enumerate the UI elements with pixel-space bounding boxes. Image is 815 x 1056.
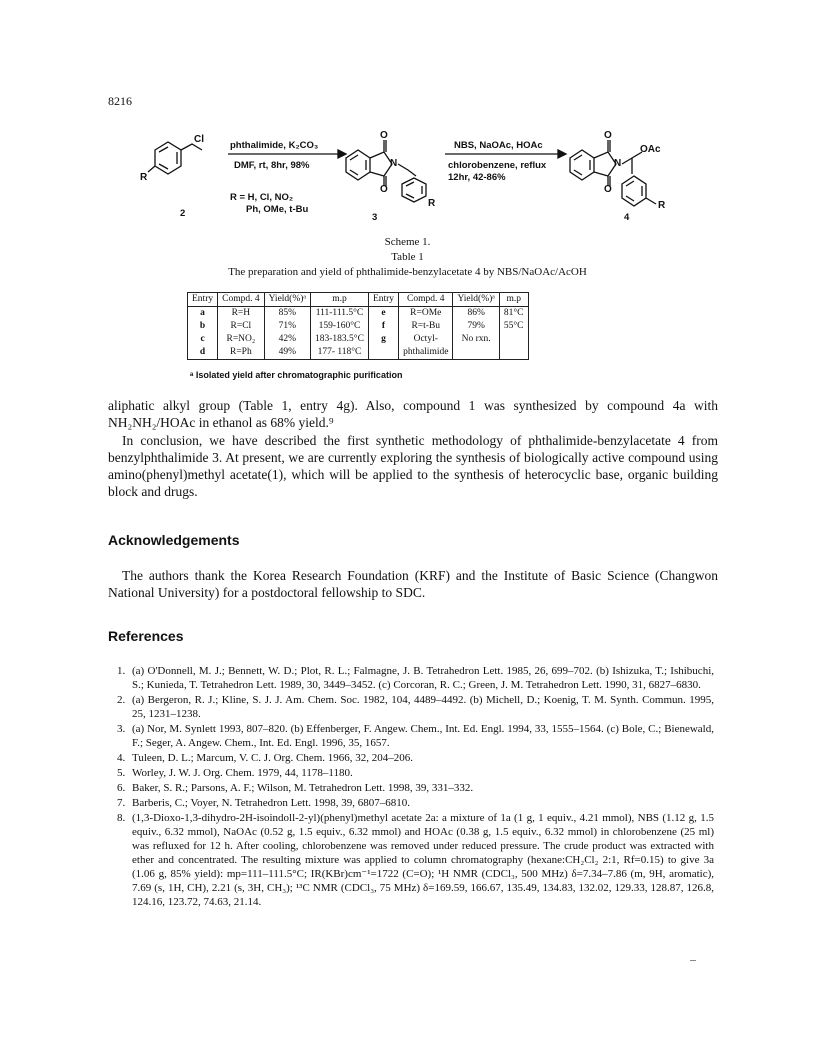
reference-item (108, 796, 714, 810)
compound-label-2: 2 (180, 208, 186, 219)
reference-text: (a) Nor, M. Synlett 1993, 807–820. (b) Effenberger, F. Angew. Chem., Int. Ed. Engl. 1994, 33, 1555–1564. (c) Bole, C.; Bienewald, F.; Seger, A. Angew. Chem., Int. Ed. Engl. 1996, 35, 1657. (132, 723, 714, 749)
compound-label-4: 4 (624, 212, 630, 223)
table-row (188, 346, 529, 360)
reference-number: 7. (117, 797, 126, 809)
table-label: Table 1 (391, 251, 424, 263)
atom-n-4: N (614, 158, 622, 169)
reference-item (108, 811, 714, 909)
page-number: 8216 (108, 94, 132, 108)
table-cell (499, 346, 528, 360)
col-header: Compd. 4 (399, 293, 453, 307)
reference-number: 8. (117, 812, 126, 824)
acknowledgements-text: The authors thank the Korea Research Foundation (KRF) and the Institute of Basic Science (Changwon National University) for a postdoctoral fellowship to SDC. (108, 568, 718, 600)
atom-oac: OAc (640, 144, 661, 155)
table-cell: 85% (264, 307, 310, 321)
table-cell: 71% (264, 320, 310, 333)
atom-o-3-top: O (380, 130, 388, 141)
reference-item (108, 766, 714, 780)
col-header: m.p (499, 293, 528, 307)
r-groups-line-1: R = H, Cl, NO₂ (230, 192, 294, 203)
table-header-row (188, 293, 529, 307)
table-cell: b (188, 320, 218, 333)
reference-number: 1. (117, 665, 126, 677)
table-cell: R=t-Bu (399, 320, 453, 333)
compound-label-3: 3 (372, 212, 378, 223)
table-cell: R=Ph (218, 346, 264, 360)
reference-text: (a) O'Donnell, M. J.; Bennett, W. D.; Plot, R. L.; Falmagne, J. B. Tetrahedron Lett. 1985, 26, 699–702. (b) Ishizuka, T.; Ishibuchi, S.; Kunieda, T. Tetrahedron Lett. 1989, 30, 3449–3452. (c) Corcoran, R. C.; Green, J. M. Tetrahedron Lett. 1990, 31, 6827–6830. (132, 665, 714, 691)
conditions-step-1: DMF, rt, 8hr, 98% (234, 160, 310, 171)
reference-text: Baker, S. R.; Parsons, A. F.; Wilson, M. Tetrahedron Lett. 1998, 39, 331–332. (132, 782, 474, 794)
col-header: Yield(%)ᵃ (264, 293, 310, 307)
table-cell: 55°C (499, 320, 528, 333)
reaction-scheme (140, 128, 700, 228)
paragraph-continuation: aliphatic alkyl group (Table 1, entry 4g). Also, compound 1 was synthesized by compound 4a with NH₂NH₂/HOAc in ethanol as 68% yield.⁹ (108, 398, 718, 430)
table-cell: 79% (453, 320, 499, 333)
table-title: The preparation and yield of phthalimide-benzylacetate 4 by NBS/NaOAc/AcOH (228, 266, 587, 278)
table-cell: 86% (453, 307, 499, 321)
reference-number: 2. (117, 694, 126, 706)
reference-number: 3. (117, 723, 126, 735)
references-list (108, 664, 714, 910)
col-header: Entry (368, 293, 398, 307)
table-row (188, 307, 529, 321)
reagents-step-1: phthalimide, K₂CO₃ (230, 140, 319, 151)
reference-item (108, 722, 714, 750)
reference-number: 4. (117, 752, 126, 764)
table-cell: R=Cl (218, 320, 264, 333)
col-header: m.p (311, 293, 369, 307)
reference-item (108, 751, 714, 765)
reference-number: 5. (117, 767, 126, 779)
acknowledgements-heading: Acknowledgements (108, 532, 240, 548)
references-heading: References (108, 628, 184, 644)
col-header: Yield(%)ᵃ (453, 293, 499, 307)
conclusion-paragraph: In conclusion, we have described the first synthetic methodology of phthalimide-benzylacetate 4 from benzylphthalimide 3. At present, we are currently exploring the synthesis of biologically active compound using amino(phenyl)methyl acetate(1), which will be applied to the synthesis of heterocyclic base, organic building block and drugs. (108, 433, 718, 499)
col-header: Entry (188, 293, 218, 307)
table-row (188, 320, 529, 333)
table-cell (499, 333, 528, 346)
table-cell: No rxn. (453, 333, 499, 346)
page-mark (690, 960, 696, 961)
conditions-step-2a: chlorobenzene, reflux (448, 160, 547, 171)
reference-item (108, 781, 714, 795)
table-cell: 177- 118°C (311, 346, 369, 360)
atom-o-4-bottom: O (604, 184, 612, 195)
reference-item (108, 664, 714, 692)
atom-n-3: N (390, 158, 398, 169)
results-table (187, 292, 529, 360)
table-cell (453, 346, 499, 360)
table-cell: 111-111.5°C (311, 307, 369, 321)
reference-number: 6. (117, 782, 126, 794)
table-cell: 42% (264, 333, 310, 346)
atom-r-4: R (658, 200, 666, 211)
reagents-step-2: NBS, NaOAc, HOAc (454, 140, 543, 151)
table-cell: R=OMe (399, 307, 453, 321)
table-cell: 183-183.5°C (311, 333, 369, 346)
table-cell: g (368, 333, 398, 346)
table-cell: R=NO₂ (218, 333, 264, 346)
reference-text: (a) Bergeron, R. J.; Kline, S. J. J. Am. Chem. Soc. 1982, 104, 4489–4492. (b) Michell, D.; Koenig, T. M. Synth. Commun. 1995, 25, 1231–1238. (132, 694, 714, 720)
r-groups-line-2: Ph, OMe, t-Bu (246, 204, 309, 215)
table-cell (368, 346, 398, 360)
table-cell: f (368, 320, 398, 333)
table-cell: R=H (218, 307, 264, 321)
atom-cl: Cl (194, 134, 204, 145)
reference-text: (1,3-Dioxo-1,3-dihydro-2H-isoindoll-2-yl)(phenyl)methyl acetate 2a: a mixture of 1a (1 g, 1 equiv., 4.21 mmol), NBS (1.12 g, 1.5 equiv., 6.32 mmol), NaOAc (0.52 g, 1.5 equiv., 6.32 mmol) and HOAc (0.38 g, 1.5 equiv., 6.32 mmol) in chlorobenzene (25 ml) was refluxed for 12 h. After cooling, chlorobenzene was removed under reduced pressure. The crude product was extracted with ether and concentrated. The resulting mixture was applied to column chromatography (hexane:CH₂Cl₂ 2:1, Rf=0.15) to give 3a (1.06 g, 85% yield): mp=111–111.5°C; IR(KBr)cm⁻¹=1722 (C=O); ¹H NMR (CDCl₃, 500 MHz) δ=7.34–7.86 (m, 9H, aromatic), 7.69 (s, 1H, CH), 2.21 (s, 3H, CH₃); ¹³C NMR (CDCl₃, 75 MHz) δ=169.59, 166.67, 135.49, 134.83, 132.02, 129.33, 128.87, 126.8, 124.16, 123.72, 74.63, 21.14. (132, 812, 714, 908)
reference-text: Barberis, C.; Voyer, N. Tetrahedron Lett. 1998, 39, 6807–6810. (132, 797, 411, 809)
scheme-caption: Scheme 1. (384, 236, 431, 248)
scheme-structures (140, 128, 700, 228)
table-cell: d (188, 346, 218, 360)
conditions-step-2b: 12hr, 42-86% (448, 172, 506, 183)
table-row (188, 333, 529, 346)
table-footnote: ᵃ Isolated yield after chromatographic purification (190, 370, 403, 380)
reference-item (108, 693, 714, 721)
table-cell: 81°C (499, 307, 528, 321)
table-cell: 49% (264, 346, 310, 360)
table-cell: c (188, 333, 218, 346)
atom-r-3: R (428, 198, 436, 209)
table-cell: phthalimide (399, 346, 453, 360)
reference-text: Tuleen, D. L.; Marcum, V. C. J. Org. Chem. 1966, 32, 204–206. (132, 752, 414, 764)
table-cell: Octyl- (399, 333, 453, 346)
reference-text: Worley, J. W. J. Org. Chem. 1979, 44, 1178–1180. (132, 767, 353, 779)
atom-r-2: R (140, 172, 148, 183)
col-header: Compd. 4 (218, 293, 264, 307)
table-cell: a (188, 307, 218, 321)
atom-o-3-bottom: O (380, 184, 388, 195)
atom-o-4-top: O (604, 130, 612, 141)
table-cell: e (368, 307, 398, 321)
table-cell: 159-160°C (311, 320, 369, 333)
